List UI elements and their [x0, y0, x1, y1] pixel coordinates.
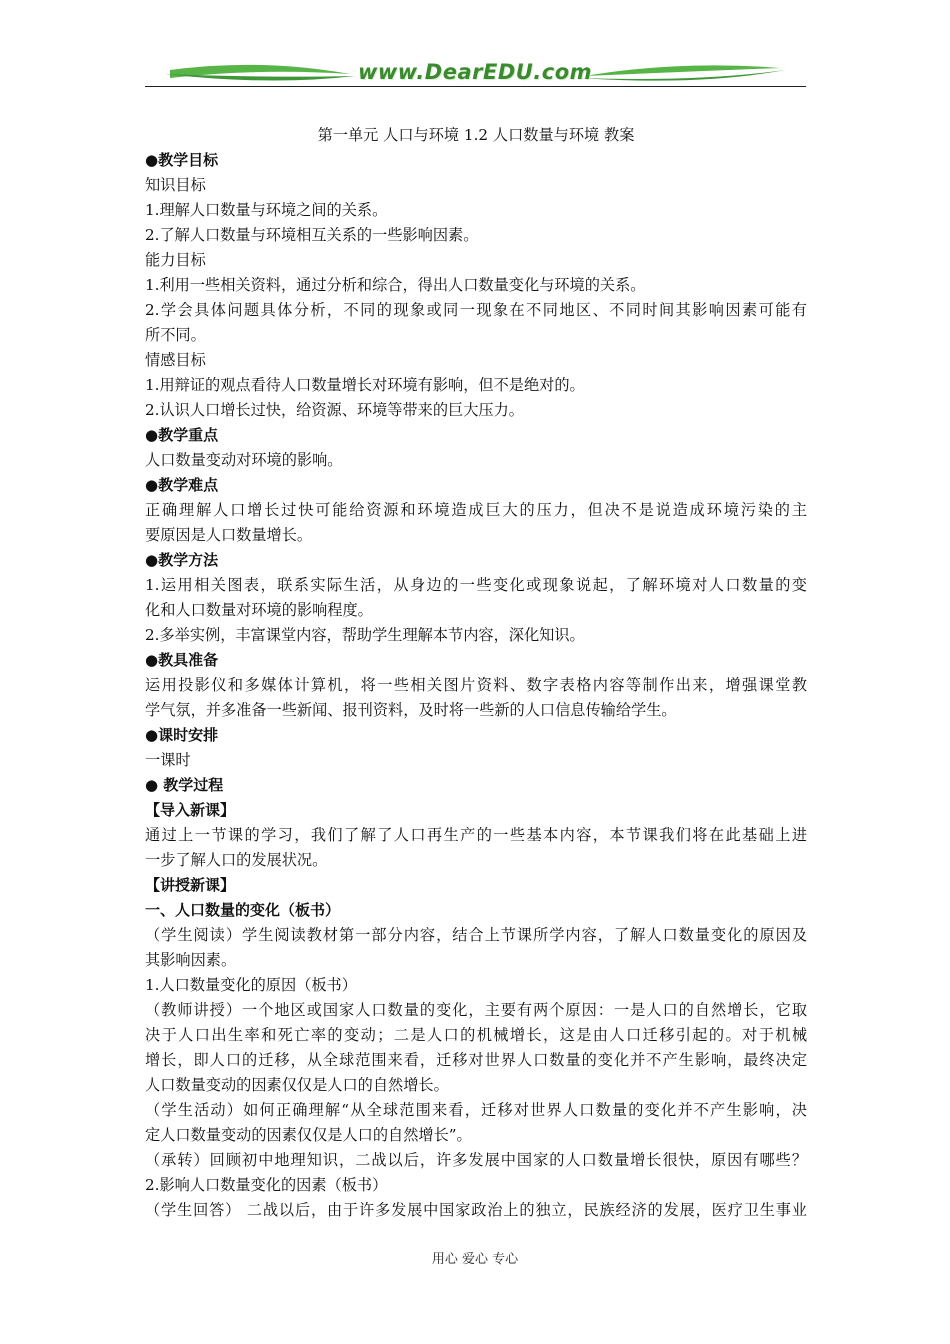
text-line: 人口数量变动的因素仅仅是人口的自然增长。 [145, 1076, 449, 1094]
section-heading: ●教学方法 [145, 551, 219, 569]
lesson-subsection-heading: 【导入新课】 [145, 801, 236, 819]
section-heading: ●教学难点 [145, 476, 219, 494]
section-heading: ●教具准备 [145, 651, 219, 669]
text-line: 学气氛，并多准备一些新闻、报刊资料，及时将一些新的人口信息传输给学生。 [145, 701, 677, 719]
text-line: 1.运用相关图表，联系实际生活，从身边的一些变化或现象说起，了解环境对人口数量的变 [145, 576, 807, 594]
text-line: 1.人口数量变化的原因（板书） [145, 976, 357, 994]
text-line: 其影响因素。 [145, 951, 237, 969]
text-line: 化和人口数量对环境的影响程度。 [145, 601, 373, 619]
text-line: 正确理解人口增长过快可能给资源和环境造成巨大的压力，但决不是说造成环境污染的主 [145, 501, 807, 519]
text-line: 2.了解人口数量与环境相互关系的一些影响因素。 [145, 226, 479, 244]
text-line: 定人口数量变动的因素仅仅是人口的自然增长”。 [145, 1126, 472, 1144]
text-line: 人口数量变动对环境的影响。 [145, 451, 343, 469]
text-line: （承转）回顾初中地理知识，二战以后，许多发展中国家的人口数量增长很快，原因有哪些？ [145, 1151, 807, 1169]
text-line: 一步了解人口的发展状况。 [145, 851, 328, 869]
text-line: 运用投影仪和多媒体计算机，将一些相关图片资料、数字表格内容等制作出来，增强课堂教 [145, 676, 807, 694]
text-line: 决于人口出生率和死亡率的变动；二是人口的机械增长，这是由人口迁移引起的。对于机械 [145, 1026, 807, 1044]
section-heading: ●课时安排 [145, 726, 219, 744]
subheading: 情感目标 [145, 351, 206, 369]
document-body [145, 123, 807, 1223]
text-line: 2.影响人口数量变化的因素（板书） [145, 1176, 388, 1194]
section-heading: ●教学重点 [145, 426, 219, 444]
text-line: 1.用辩证的观点看待人口数量增长对环境有影响，但不是绝对的。 [145, 376, 585, 394]
subheading: 能力目标 [145, 251, 206, 269]
text-line: （学生回答） 二战以后，由于许多发展中国家政治上的独立，民族经济的发展，医疗卫生事业 [145, 1201, 807, 1219]
text-line: 所不同。 [145, 326, 206, 344]
text-line: （学生阅读）学生阅读教材第一部分内容，结合上节课所学内容，了解人口数量变化的原因及 [145, 926, 807, 944]
lesson-subsection-heading: 【讲授新课】 [145, 876, 236, 894]
text-line: 1.理解人口数量与环境之间的关系。 [145, 201, 388, 219]
text-line: （教师讲授）一个地区或国家人口数量的变化，主要有两个原因：一是人口的自然增长，它取 [145, 1001, 807, 1019]
site-banner [140, 56, 810, 96]
text-line: 2.学会具体问题具体分析，不同的现象或同一现象在不同地区、不同时间其影响因素可能有 [145, 301, 807, 319]
page-footer: 用心 爱心 专心 [431, 1252, 519, 1267]
text-line: 增长，即人口的迁移，从全球范围来看，迁移对世界人口数量的变化并不产生影响，最终决定 [145, 1051, 807, 1069]
header-rule [145, 86, 806, 87]
text-line: 一课时 [145, 751, 191, 769]
text-line: 2.多举实例，丰富课堂内容，帮助学生理解本节内容，深化知识。 [145, 626, 585, 644]
text-line: 2.认识人口增长过快，给资源、环境等带来的巨大压力。 [145, 401, 524, 419]
document-title: 第一单元 人口与环境 1.2 人口数量与环境 教案 [317, 126, 635, 144]
text-line: 1.利用一些相关资料，通过分析和综合，得出人口数量变化与环境的关系。 [145, 276, 646, 294]
text-line: 要原因是人口数量增长。 [145, 526, 313, 544]
section-heading: ● 教学过程 [145, 776, 224, 794]
topic-heading: 一、人口数量的变化（板书） [145, 901, 341, 919]
text-line: 通过上一节课的学习，我们了解了人口再生产的一些基本内容，本节课我们将在此基础上进 [145, 826, 807, 844]
site-logo-text: www.DearEDU.com [357, 60, 593, 84]
text-line: （学生活动）如何正确理解“从全球范围来看，迁移对世界人口数量的变化并不产生影响，决 [145, 1101, 807, 1119]
section-heading: ●教学目标 [145, 151, 219, 169]
subheading: 知识目标 [145, 176, 206, 194]
